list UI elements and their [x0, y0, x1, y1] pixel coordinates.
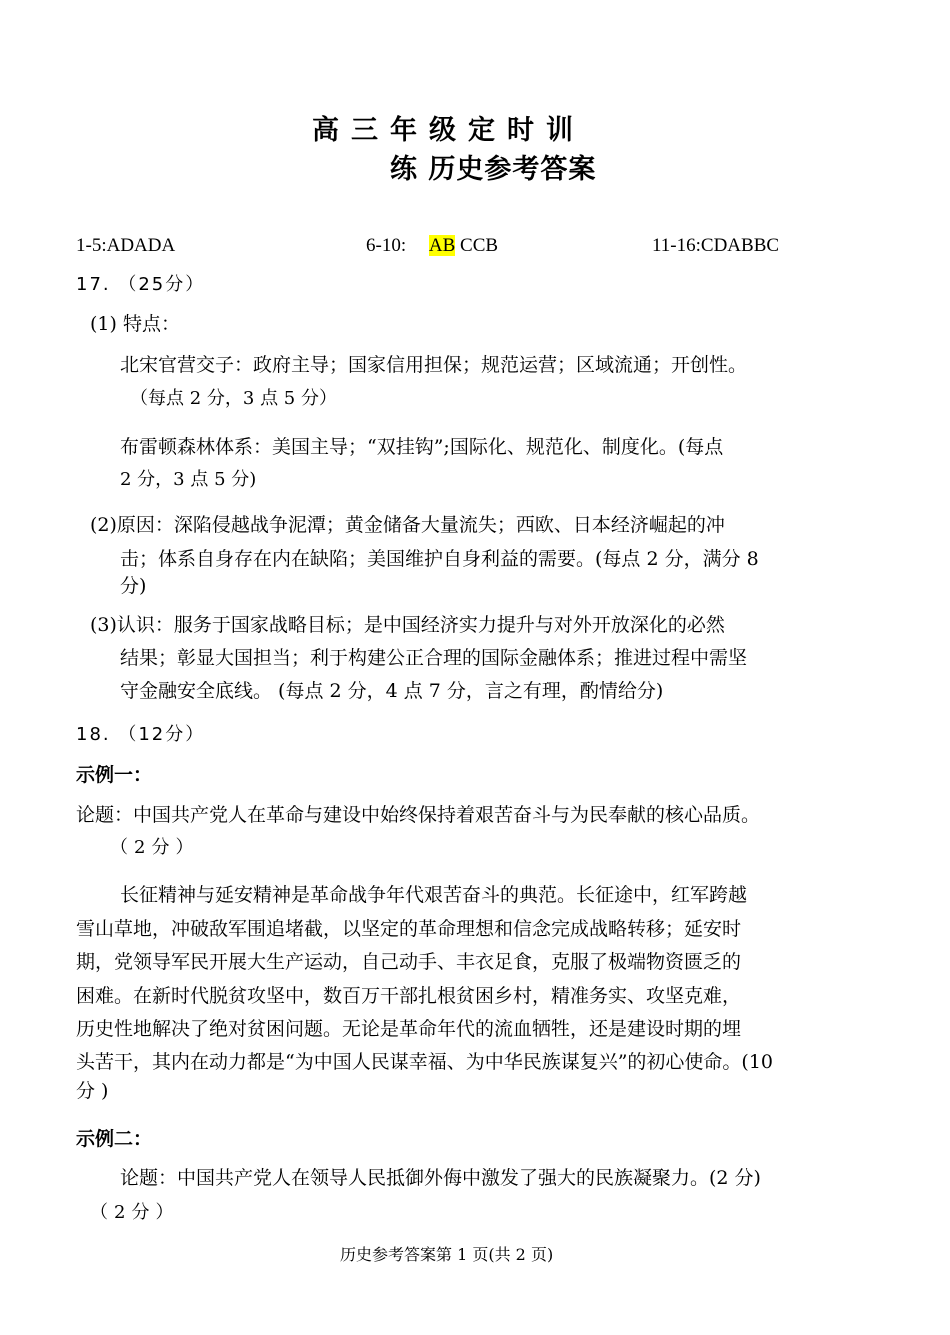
mc-answers-6-10 [366, 235, 498, 257]
mc-answers-11-16: 11-16:CDABBC [652, 235, 780, 256]
example-2-thesis: 论题：中国共产党人在领导人民抵御外侮中激发了强大的民族凝聚力。(2 分) [120, 1167, 761, 1189]
q17-part1-b-score: 2 分，3 点 5 分) [120, 469, 257, 490]
title-line-2: 练 历史参考答案 [390, 154, 597, 185]
highlighted-answer: AB [428, 235, 456, 256]
q17-part2-line3: 分) [120, 575, 147, 597]
mc-answers-1-5: 1-5:ADADA [76, 235, 176, 256]
q17-part1-b: 布雷顿森林体系：美国主导；“双挂钩”;国际化、规范化、制度化。(每点 [120, 436, 724, 458]
example-1-body-line: 期，党领导军民开展大生产运动，自己动手、丰衣足食，克服了极端物资匮乏的 [76, 951, 742, 973]
mc-rest: CCB [455, 235, 499, 256]
title-line-1: 高三年级定时训 [312, 115, 585, 146]
q17-part3-line3: 守金融安全底线。 (每点 2 分，4 点 7 分，言之有理，酌情给分) [120, 680, 664, 702]
q17-part1-a: 北宋官营交子：政府主导；国家信用担保；规范运营；区域流通；开创性。 [120, 354, 748, 376]
example-1-label: 示例一： [76, 764, 153, 786]
q17-part1-label: (1) 特点： [90, 313, 180, 335]
q17-part2-line1: (2)原因：深陷侵越战争泥潭；黄金储备大量流失；西欧、日本经济崛起的冲 [90, 514, 725, 536]
q17-part2-line2: 击；体系自身存在内在缺陷；美国维护自身利益的需要。(每点 2 分，满分 8 [120, 548, 759, 570]
example-1-body-line: 头苦干，其内在动力都是“为中国人民谋幸福、为中华民族谋复兴”的初心使命。(10 [76, 1051, 774, 1073]
example-1-body-line: 困难。在新时代脱贫攻坚中，数百万干部扎根贫困乡村，精准务实、攻坚克难， [76, 985, 742, 1007]
page-footer: 历史参考答案第 1 页(共 2 页) [340, 1245, 554, 1264]
q17-part3-line2: 结果；彰显大国担当；利于构建公正合理的国际金融体系；推进过程中需坚 [120, 647, 748, 669]
example-1-body-line: 长征精神与延安精神是革命战争年代艰苦奋斗的典范。长征途中，红军跨越 [120, 884, 748, 906]
example-2-label: 示例二： [76, 1128, 153, 1150]
example-1-body-line: 分 ) [76, 1080, 109, 1102]
q17-heading: 17. （25分） [76, 274, 206, 295]
mc-prefix: 6-10: [366, 235, 411, 256]
q17-part1-a-score: （每点 2 分，3 点 5 分） [130, 388, 337, 409]
example-1-thesis: 论题：中国共产党人在革命与建设中始终保持着艰苦奋斗与为民奉献的核心品质。 [76, 804, 761, 826]
example-1-body-line: 历史性地解决了绝对贫困问题。无论是革命年代的流血牺牲，还是建设时期的埋 [76, 1018, 742, 1040]
example-2-score: （2分） [90, 1202, 180, 1223]
q18-heading: 18. （12分） [76, 724, 206, 745]
example-1-body-line: 雪山草地，冲破敌军围追堵截，以坚定的革命理想和信念完成战略转移；延安时 [76, 918, 742, 940]
example-1-thesis-score: （2分） [110, 837, 200, 858]
q17-part3-line1: (3)认识：服务于国家战略目标；是中国经济实力提升与对外开放深化的必然 [90, 614, 725, 636]
